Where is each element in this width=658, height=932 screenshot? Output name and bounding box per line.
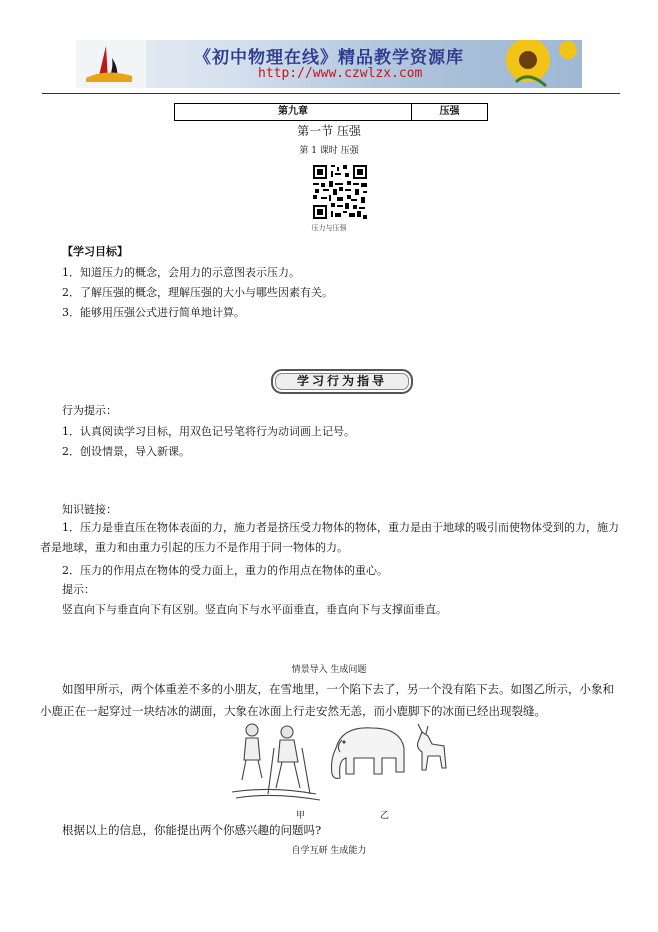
- goal-item: 2．了解压强的概念，理解压强的大小与哪些因素有关。: [62, 286, 333, 299]
- chapter-cell: 第九章: [175, 104, 412, 120]
- scenario-text: 如图甲所示，两个体重差不多的小朋友，在雪地里，一个陷下去了，另一个没有陷下去。如图乙所示，小象和小鹿正在一起穿过一块结冰的湖面，大象在冰面上行走安然无恙，而小鹿脚下的冰面已经出现裂缝。: [40, 682, 614, 718]
- guide-banner: 学习行为指导: [271, 369, 413, 394]
- figure-label-yi: 乙: [380, 811, 390, 821]
- behavior-heading: 行为提示：: [62, 404, 117, 417]
- knowledge-item: 2．压力的作用点在物体的受力面上，重力的作用点在物体的重心。: [62, 564, 388, 577]
- behavior-item: 2．创设情景，导入新课。: [62, 445, 190, 458]
- banner-title: 《初中物理在线》精品教学资源库: [194, 48, 464, 68]
- header-rule: [42, 93, 620, 94]
- figure-label-jia: 甲: [296, 811, 306, 821]
- knowledge-item: 1．压力是垂直压在物体表面的力，施力者是挤压受力物体的物体，重力是由于地球的吸引而使物体受到的力，施力者是地球，重力和由重力引起的压力不是作用于同一物体的力。: [40, 521, 619, 554]
- qr-code-icon: [313, 165, 367, 219]
- header-banner: [76, 40, 582, 88]
- qr-caption: 压力与压强: [311, 224, 347, 232]
- scenario-illustration-icon: [232, 718, 452, 808]
- next-section-heading: 自学互研 生成能力: [291, 846, 367, 856]
- goals-heading: 【学习目标】: [62, 245, 128, 258]
- banner-url[interactable]: http://www.czwlzx.com: [258, 66, 423, 81]
- scenario-heading: 情景导入 生成问题: [291, 665, 367, 675]
- hint-heading: 提示：: [62, 583, 95, 596]
- hint-text: 竖直向下与垂直向下有区别。竖直向下与水平面垂直，垂直向下与支撑面垂直。: [62, 603, 447, 616]
- chapter-table: [174, 103, 488, 121]
- knowledge-heading: 知识链接：: [62, 503, 117, 516]
- behavior-item: 1．认真阅读学习目标，用双色记号笔将行为动词画上记号。: [62, 425, 355, 438]
- scenario-question: 根据以上的信息，你能提出两个你感兴趣的问题吗?: [62, 823, 322, 837]
- lesson-title: 第 1 课时 压强: [299, 146, 359, 156]
- goal-item: 1．知道压力的概念，会用力的示意图表示压力。: [62, 266, 300, 279]
- goal-item: 3．能够用压强公式进行简单地计算。: [62, 306, 245, 319]
- section-title: 第一节 压强: [297, 124, 361, 138]
- chapter-topic-cell: 压强: [439, 106, 460, 117]
